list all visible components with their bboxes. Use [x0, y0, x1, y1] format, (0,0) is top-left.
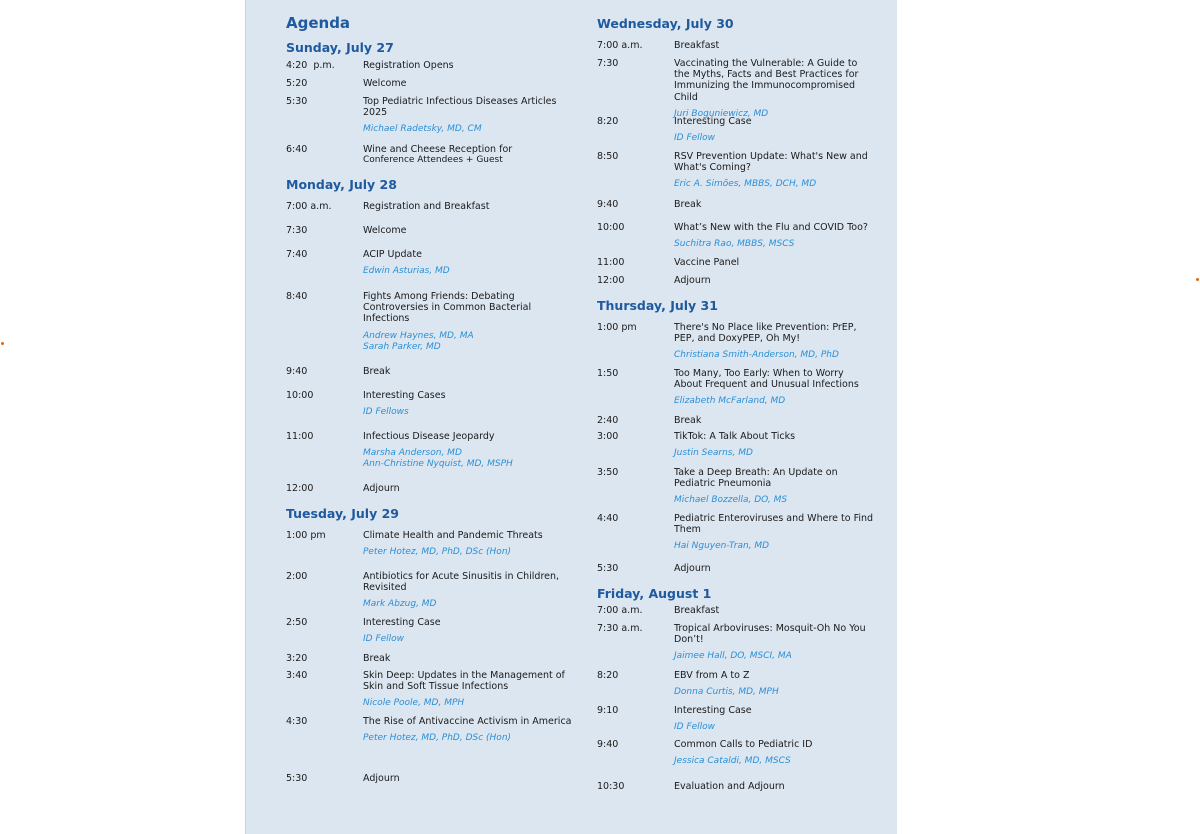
- agenda-time: 10:30: [597, 781, 625, 792]
- agenda-time: 4:20 p.m.: [286, 60, 335, 71]
- day-heading-sunday: Sunday, July 27: [286, 40, 394, 55]
- speaker-name: Ann-Christine Nyquist, MD, MSPH: [363, 459, 513, 470]
- day-heading-friday: Friday, August 1: [597, 586, 712, 601]
- agenda-time: 8:20: [597, 116, 619, 127]
- speaker-name: Hai Nguyen-Tran, MD: [674, 541, 770, 552]
- agenda-time: 6:40: [286, 144, 308, 155]
- agenda-time: 7:00 a.m.: [597, 40, 643, 51]
- agenda-time: 5:30: [286, 96, 308, 107]
- speaker-name: Andrew Haynes, MD, MA: [363, 330, 474, 341]
- agenda-detail: [363, 366, 573, 377]
- session-title: Interesting Case: [363, 617, 441, 628]
- orange-marker-right: [1196, 278, 1199, 281]
- speaker-name: Sarah Parker, MD: [363, 341, 441, 352]
- agenda-detail: [674, 199, 874, 210]
- session-title: Welcome: [363, 225, 407, 236]
- speaker-name: Eric A. Simões, MBBS, DCH, MD: [674, 179, 817, 190]
- day-heading-tuesday: Tuesday, July 29: [286, 506, 399, 521]
- agenda-time: 5:30: [286, 773, 308, 784]
- agenda-time: 7:00 a.m.: [286, 201, 332, 212]
- speaker-name: Peter Hotez, MD, PhD, DSc (Hon): [363, 733, 512, 744]
- agenda-detail: [674, 222, 874, 250]
- orange-marker-left: [1, 342, 4, 345]
- agenda-time: 9:40: [597, 739, 619, 750]
- agenda-time: 2:00: [286, 571, 308, 582]
- session-title: What’s New with the Flu and COVID Too?: [674, 222, 868, 233]
- session-title: Evaluation and Adjourn: [674, 781, 785, 792]
- session-title: Take a Deep Breath: An Update on Pediatric Pneumonia: [674, 467, 838, 490]
- speaker-name: ID Fellow: [674, 722, 716, 733]
- session-title: The Rise of Antivaccine Activism in America: [363, 716, 572, 727]
- session-title: Skin Deep: Updates in the Management of Skin and Soft Tissue Infections: [363, 670, 565, 693]
- session-title: Welcome: [363, 78, 407, 89]
- session-title: Break: [674, 199, 702, 210]
- agenda-page: [245, 0, 897, 834]
- session-title: Wine and Cheese Reception for: [363, 144, 513, 155]
- agenda-detail: [363, 144, 573, 166]
- session-title: Adjourn: [674, 275, 711, 286]
- agenda-detail: [674, 415, 874, 426]
- speaker-name: Michael Bozzella, DO, MS: [674, 495, 788, 506]
- agenda-detail: [363, 773, 573, 784]
- agenda-detail: [674, 467, 874, 507]
- session-title: EBV from A to Z: [674, 670, 750, 681]
- session-title: Breakfast: [674, 40, 720, 51]
- speaker-name: Michael Radetsky, MD, CM: [363, 124, 482, 135]
- agenda-detail: [674, 431, 874, 459]
- agenda-detail: [674, 257, 874, 268]
- agenda-detail: [363, 716, 573, 744]
- agenda-time: 11:00: [286, 431, 314, 442]
- agenda-detail: [363, 60, 573, 71]
- agenda-detail: [363, 249, 573, 277]
- speaker-name: Jessica Cataldi, MD, MSCS: [674, 756, 791, 767]
- agenda-detail: [674, 739, 874, 767]
- agenda-time: 7:40: [286, 249, 308, 260]
- agenda-detail: [363, 483, 573, 494]
- agenda-time: 4:30: [286, 716, 308, 727]
- speaker-name: ID Fellow: [363, 634, 405, 645]
- agenda-detail: [363, 530, 573, 558]
- agenda-detail: [363, 390, 573, 418]
- session-title: Interesting Case: [674, 116, 752, 127]
- agenda-detail: [363, 78, 573, 89]
- session-title: Interesting Case: [674, 705, 752, 716]
- session-title: Adjourn: [363, 773, 400, 784]
- agenda-time: 3:20: [286, 653, 308, 664]
- day-heading-thursday: Thursday, July 31: [597, 298, 718, 313]
- session-title: Fights Among Friends: Debating Controversies in Common Bacterial Infections: [363, 291, 532, 325]
- agenda-time: 9:40: [597, 199, 619, 210]
- agenda-time: 12:00: [286, 483, 314, 494]
- session-title: Tropical Arboviruses: Mosquit-Oh No You Don’t!: [674, 623, 866, 646]
- agenda-detail: [674, 605, 874, 616]
- agenda-detail: [363, 431, 573, 471]
- session-title: RSV Prevention Update: What's New and What's Coming?: [674, 151, 868, 174]
- agenda-time: 1:50: [597, 368, 619, 379]
- session-title: Breakfast: [674, 605, 720, 616]
- agenda-time: 8:20: [597, 670, 619, 681]
- session-title: There's No Place like Prevention: PrEP, PEP, and DoxyPEP, Oh My!: [674, 322, 857, 345]
- agenda-time: 3:40: [286, 670, 308, 681]
- session-title: Pediatric Enteroviruses and Where to Find Them: [674, 513, 874, 536]
- agenda-time: 10:00: [597, 222, 625, 233]
- agenda-detail: [674, 563, 874, 574]
- agenda-time: 3:50: [597, 467, 619, 478]
- session-title: Common Calls to Pediatric ID: [674, 739, 813, 750]
- agenda-time: 7:30 a.m.: [597, 623, 643, 634]
- speaker-name: Jaimee Hall, DO, MSCI, MA: [674, 651, 792, 662]
- agenda-detail: [363, 225, 573, 236]
- agenda-time: 9:10: [597, 705, 619, 716]
- session-title: Too Many, Too Early: When to Worry About Frequent and Unusual Infections: [674, 368, 859, 391]
- session-title: Adjourn: [674, 563, 711, 574]
- session-title: Climate Health and Pandemic Threats: [363, 530, 543, 541]
- agenda-detail: [363, 617, 573, 645]
- speaker-name: Peter Hotez, MD, PhD, DSc (Hon): [363, 547, 512, 558]
- session-title: Break: [363, 366, 391, 377]
- agenda-time: 5:20: [286, 78, 308, 89]
- agenda-time: 3:00: [597, 431, 619, 442]
- session-title: Registration Opens: [363, 60, 454, 71]
- agenda-detail: [674, 40, 874, 51]
- speaker-name: Christiana Smith-Anderson, MD, PhD: [674, 350, 839, 361]
- session-title: ACIP Update: [363, 249, 422, 260]
- session-title: Vaccine Panel: [674, 257, 740, 268]
- agenda-time: 1:00 pm: [597, 322, 637, 333]
- agenda-detail: [363, 571, 573, 611]
- agenda-time: 5:30: [597, 563, 619, 574]
- agenda-time: 7:00 a.m.: [597, 605, 643, 616]
- agenda-time: 9:40: [286, 366, 308, 377]
- agenda-time: 7:30: [286, 225, 308, 236]
- session-title: Adjourn: [363, 483, 400, 494]
- session-title: Top Pediatric Infectious Diseases Articles 2025: [363, 96, 557, 119]
- agenda-detail: [674, 322, 874, 362]
- agenda-detail: [674, 58, 874, 120]
- agenda-detail: [674, 670, 874, 698]
- session-title: Vaccinating the Vulnerable: A Guide to the Myths, Facts and Best Practices for Immunizing the Immunocompromised Child: [674, 58, 859, 103]
- agenda-detail: [674, 623, 874, 663]
- session-title: Infectious Disease Jeopardy: [363, 431, 495, 442]
- speaker-name: Donna Curtis, MD, MPH: [674, 687, 779, 698]
- agenda-time: 1:00 pm: [286, 530, 326, 541]
- speaker-name: Nicole Poole, MD, MPH: [363, 698, 465, 709]
- speaker-name: Justin Searns, MD: [674, 448, 753, 459]
- speaker-name: ID Fellows: [363, 407, 409, 418]
- agenda-detail: [674, 151, 874, 191]
- agenda-detail: [674, 705, 874, 733]
- session-title: Break: [674, 415, 702, 426]
- speaker-name: ID Fellow: [674, 133, 716, 144]
- session-title: Registration and Breakfast: [363, 201, 490, 212]
- speaker-name: Marsha Anderson, MD: [363, 448, 462, 459]
- agenda-detail: [363, 653, 573, 664]
- agenda-detail: [674, 781, 874, 792]
- agenda-detail: [674, 116, 874, 144]
- agenda-detail: [674, 368, 874, 408]
- agenda-detail: [363, 96, 573, 136]
- agenda-time: 11:00: [597, 257, 625, 268]
- agenda-detail: [363, 291, 573, 353]
- speaker-name: Juri Boguniewicz, MD: [674, 108, 769, 119]
- session-title: TikTok: A Talk About Ticks: [674, 431, 796, 442]
- session-title: Break: [363, 653, 391, 664]
- agenda-time: 4:40: [597, 513, 619, 524]
- agenda-time: 8:50: [597, 151, 619, 162]
- agenda-time: 8:40: [286, 291, 308, 302]
- agenda-time: 2:50: [286, 617, 308, 628]
- session-subtitle: Conference Attendees + Guest: [363, 155, 503, 166]
- speaker-name: Elizabeth McFarland, MD: [674, 396, 786, 407]
- agenda-title: Agenda: [286, 14, 351, 32]
- agenda-detail: [674, 275, 874, 286]
- agenda-time: 12:00: [597, 275, 625, 286]
- agenda-detail: [363, 670, 573, 710]
- agenda-time: 10:00: [286, 390, 314, 401]
- agenda-detail: [674, 513, 874, 553]
- speaker-name: Suchitra Rao, MBBS, MSCS: [674, 239, 795, 250]
- speaker-name: Mark Abzug, MD: [363, 599, 437, 610]
- agenda-detail: [363, 201, 573, 212]
- agenda-time: 2:40: [597, 415, 619, 426]
- speaker-name: Edwin Asturias, MD: [363, 266, 450, 277]
- agenda-time: 7:30: [597, 58, 619, 69]
- day-heading-monday: Monday, July 28: [286, 177, 397, 192]
- session-title: Interesting Cases: [363, 390, 446, 401]
- session-title: Antibiotics for Acute Sinusitis in Children, Revisited: [363, 571, 560, 594]
- day-heading-wednesday: Wednesday, July 30: [597, 16, 734, 31]
